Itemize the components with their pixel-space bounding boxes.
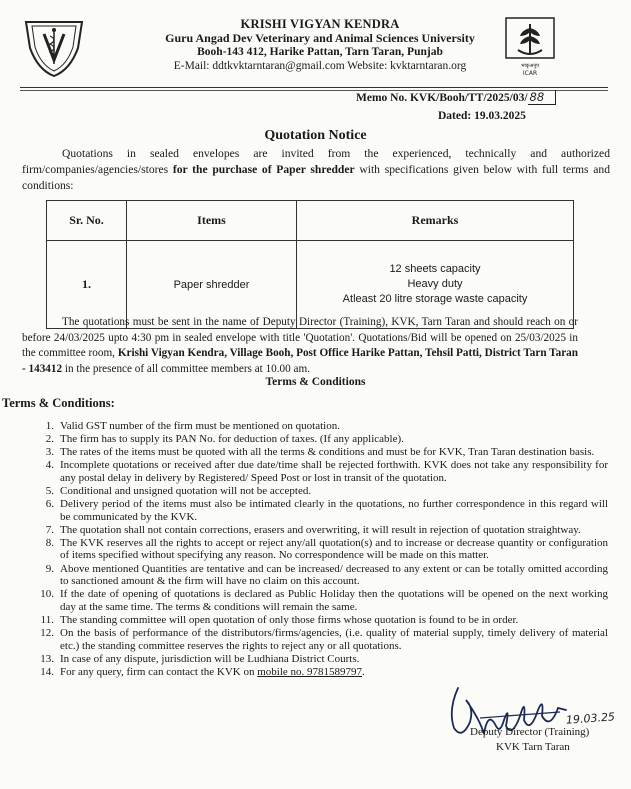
column-header-remarks: Remarks (297, 201, 574, 241)
list-item: 1. Valid GST number of the firm must be mentioned on quotation. (45, 420, 340, 432)
memo-number (356, 90, 556, 105)
memo-handwritten-number: 88 (528, 90, 556, 105)
signatory-title: Deputy Director (Training) (470, 726, 590, 738)
table-header-row (47, 201, 574, 241)
remark-line: Atleast 20 litre storage waste capacity (342, 293, 528, 305)
list-item: 3. The rates of the items must be quoted with all the terms & conditions and must be for KVK, Tran Taran destination basis. (45, 446, 595, 459)
cell-item: Paper shredder (127, 241, 297, 329)
icar-label: ICAR (522, 70, 538, 77)
intro-text-1: Quotations in sealed envelopes are invited from the experienced, technically and authorized firm/companies/agencies/stores (22, 147, 610, 176)
memo-prefix: Memo No. KVK/Booh/TT/2025/03/ (356, 92, 528, 104)
list-item: 5. Conditional and unsigned quotation will not be accepted. (45, 484, 312, 497)
submission-text-bold: Krishi Vigyan Kendra, Village Booh, Post Office Harike Pattan, Tehsil Patti, District Tarn Taran - 143412 (22, 347, 578, 375)
organization-address: Booh-143 412, Harike Pattan, Tarn Taran, Punjab (197, 46, 443, 58)
icar-hindi-label: भाकृअनुप (520, 63, 540, 69)
signatory-place: KVK Tarn Taran (496, 741, 570, 753)
terms-list (20, 420, 608, 679)
list-item: 14. For any query, firm can contact the KVK on mobile no. 9781589797. (40, 665, 365, 678)
list-item: 2. The firm has to supply its PAN No. for deduction of taxes. (If any applicable). (45, 433, 404, 446)
column-header-items: Items (127, 201, 297, 241)
icar-emblem-icon (504, 16, 556, 78)
letterhead (110, 17, 530, 73)
column-header-sr-no: Sr. No. (47, 201, 127, 241)
list-item: 9. Above mentioned Quantities are tentative and can be increased/ decreased to any extent or can be totally omitted according to sanctioned amount & the firm will have no claim on this account. (45, 562, 608, 588)
contact-info: E-Mail: ddtkvktarntaran@gmail.com Website: kvktarntaran.org (173, 60, 467, 72)
intro-text-2: with specifications given below with full terms and conditions: (22, 163, 610, 192)
intro-text-bold: for the purchase of Paper shredder (172, 163, 355, 176)
list-item: 8. The KVK reserves all the rights to accept or reject any/all quotation(s) and to increase or decrease quantity or configuration of items specified without specifying any reason. No correspondence will be made on this matter. (45, 536, 608, 562)
submission-text-1: The quotations must be sent in the name of Deputy Director (Training), KVK, Tarn Taran and should reach on or before 24/03/2025 upto 4:30 pm in sealed envelope with title 'Quotation'. Quotations/Bid will be opened on 25/03/2025 in the committee room, (22, 316, 578, 359)
remark-line: 12 sheets capacity (389, 263, 481, 275)
university-name: Guru Angad Dev Veterinary and Animal Sciences University (165, 31, 475, 45)
list-item: 7. The quotation shall not contain corrections, erasers and overwriting, it will result in rejection of quotation straightway. (45, 523, 581, 536)
terms-heading-center: Terms & Conditions (265, 376, 366, 388)
list-item: 13. In case of any dispute, jurisdiction will be Ludhiana District Courts. (40, 652, 360, 665)
header-divider (20, 87, 608, 88)
submission-text-2: in the presence of all committee members at 10.00 am. (62, 362, 310, 375)
cell-sr-no: 1. (47, 241, 127, 329)
list-item: 11. The standing committee will open quotation of only those firms whose quotation is found to be in order. (40, 613, 519, 626)
contact-mobile-number: mobile no. 9781589797 (257, 665, 363, 678)
list-item: 6. Delivery period of the items must also be intimated clearly in the quotations, no further correspondence in this regard will be communicated by the KVK. (45, 498, 608, 523)
list-item: 12. On the basis of performance of the distributors/firms/agencies, (i.e. quality of material supply, timely delivery of material etc.) the standing committee reserves the rights to reject any or all quotations. (40, 627, 608, 652)
organization-name: KRISHI VIGYAN KENDRA (240, 17, 400, 31)
remark-line: Heavy duty (407, 278, 463, 290)
signature-date: 19.03.25 (565, 710, 616, 727)
list-item: 10. If the date of opening of quotations is declared as Public Holiday then the quotations will be opened on the next working day at the same time. The terms & conditions will remain the same. (40, 588, 608, 613)
submission-paragraph (22, 315, 578, 377)
page-title: Quotation Notice (264, 128, 367, 143)
intro-paragraph (22, 146, 610, 194)
terms-heading: Terms & Conditions: (2, 396, 115, 410)
items-table (46, 200, 574, 329)
list-item: 4. Incomplete quotations or received after due date/time shall be rejected forthwith. KVK does not take any responsibility for any postal delay in delivery by Registered/ Speed Post or lost in transit of the quotation. (45, 459, 608, 484)
gadvasu-emblem-icon (22, 14, 86, 78)
memo-date: Dated: 19.03.2025 (438, 110, 526, 122)
